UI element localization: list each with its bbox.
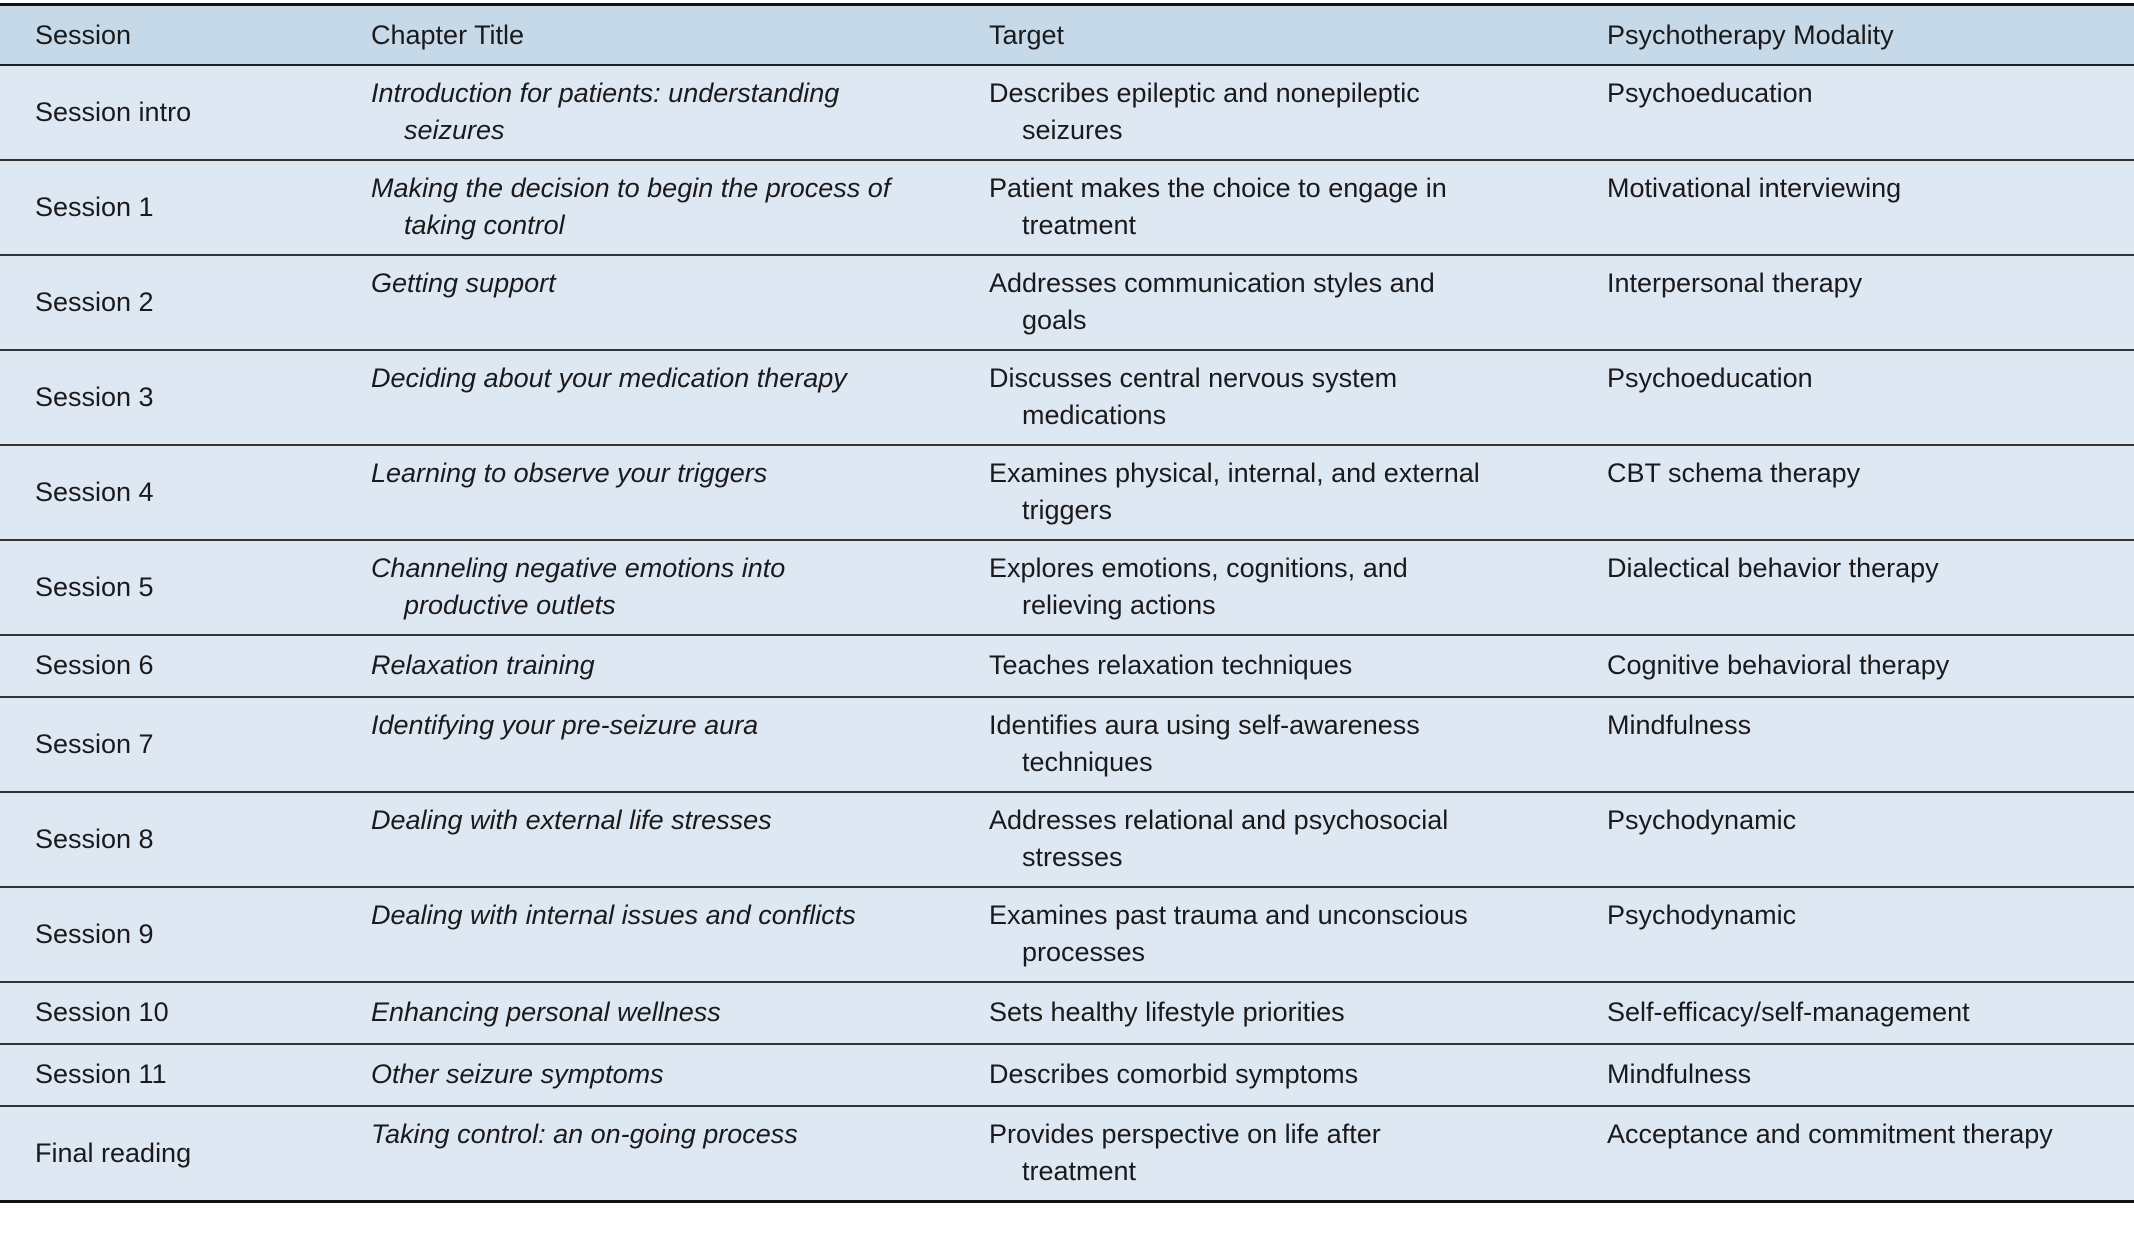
cell-session: Session 5 xyxy=(35,571,154,602)
cell-target xyxy=(954,887,1572,982)
cell-target-line: medications xyxy=(1022,400,1167,430)
table-row xyxy=(0,792,2134,887)
cell-session: Session intro xyxy=(35,96,192,127)
cell-target-line: Addresses communication styles and xyxy=(989,268,1435,298)
table-row xyxy=(0,65,2134,160)
table-row xyxy=(0,697,2134,792)
cell-target-line: Patient makes the choice to engage in xyxy=(989,173,1447,203)
cell-modality xyxy=(1572,635,2134,697)
table-body xyxy=(0,65,2134,1202)
cell-target xyxy=(954,350,1572,445)
cell-chapter-title xyxy=(336,65,954,160)
cell-modality xyxy=(1572,792,2134,887)
cell-chapter-title xyxy=(336,792,954,887)
cell-target xyxy=(954,445,1572,540)
table-row xyxy=(0,982,2134,1044)
cell-target-line: treatment xyxy=(1022,210,1137,240)
cell-target-line: stresses xyxy=(1022,842,1123,872)
cell-target xyxy=(954,982,1572,1044)
cell-chapter-title xyxy=(336,697,954,792)
cell-modality xyxy=(1572,982,2134,1044)
cell-modality xyxy=(1572,1106,2134,1202)
cell-modality-line: Acceptance and commitment therapy xyxy=(1607,1119,2053,1149)
cell-modality xyxy=(1572,887,2134,982)
cell-target-line: triggers xyxy=(1022,495,1113,525)
table-row xyxy=(0,160,2134,255)
table-row xyxy=(0,255,2134,350)
table-row xyxy=(0,540,2134,635)
header-target: Target xyxy=(989,19,1065,50)
cell-modality-line: Interpersonal therapy xyxy=(1607,268,1863,298)
cell-target xyxy=(954,255,1572,350)
cell-target-line: goals xyxy=(1022,305,1087,335)
cell-modality xyxy=(1572,697,2134,792)
cell-modality-line: Cognitive behavioral therapy xyxy=(1607,650,1950,680)
cell-modality-line: Dialectical behavior therapy xyxy=(1607,553,1939,583)
cell-target-line: Describes comorbid symptoms xyxy=(989,1059,1359,1089)
cell-target xyxy=(954,1044,1572,1106)
cell-chapter-title-line: Dealing with external life stresses xyxy=(371,805,772,835)
cell-session: Session 2 xyxy=(35,286,154,317)
cell-target-line: relieving actions xyxy=(1022,590,1216,620)
table-row xyxy=(0,445,2134,540)
cell-modality-line: Mindfulness xyxy=(1607,710,1752,740)
cell-target-line: processes xyxy=(1022,937,1146,967)
cell-chapter-title xyxy=(336,1106,954,1202)
cell-target-line: Addresses relational and psychosocial xyxy=(989,805,1449,835)
cell-target-line: Sets healthy lifestyle priorities xyxy=(989,997,1345,1027)
cell-modality-line: Psychodynamic xyxy=(1607,805,1797,835)
cell-chapter-title-line: Other seizure symptoms xyxy=(371,1059,664,1089)
cell-chapter-title xyxy=(336,350,954,445)
cell-modality-line: Psychodynamic xyxy=(1607,900,1797,930)
cell-target xyxy=(954,1106,1572,1202)
cell-target-line: seizures xyxy=(1022,115,1123,145)
cell-target-line: Teaches relaxation techniques xyxy=(989,650,1353,680)
cell-modality xyxy=(1572,350,2134,445)
table-row xyxy=(0,887,2134,982)
cell-session: Session 9 xyxy=(35,918,154,949)
cell-chapter-title xyxy=(336,635,954,697)
cell-modality xyxy=(1572,255,2134,350)
cell-chapter-title xyxy=(336,540,954,635)
cell-modality xyxy=(1572,445,2134,540)
cell-chapter-title-line: Relaxation training xyxy=(371,650,595,680)
cell-chapter-title-line: Taking control: an on-going process xyxy=(371,1119,798,1149)
table-row xyxy=(0,1044,2134,1106)
cell-chapter-title xyxy=(336,445,954,540)
cell-modality-line: Mindfulness xyxy=(1607,1059,1752,1089)
cell-modality-line: Psychoeducation xyxy=(1607,363,1813,393)
cell-chapter-title-line: Enhancing personal wellness xyxy=(371,997,721,1027)
cell-target-line: Examines physical, internal, and external xyxy=(989,458,1480,488)
cell-modality xyxy=(1572,160,2134,255)
cell-chapter-title-line: taking control xyxy=(404,210,565,240)
cell-modality-line: Psychoeducation xyxy=(1607,78,1813,108)
cell-chapter-title-line: Getting support xyxy=(371,268,556,298)
cell-session: Session 8 xyxy=(35,823,154,854)
cell-chapter-title xyxy=(336,160,954,255)
cell-modality xyxy=(1572,1044,2134,1106)
cell-target-line: Identifies aura using self-awareness xyxy=(989,710,1420,740)
cell-session: Session 3 xyxy=(35,381,154,412)
cell-modality-line: Self-efficacy/self-management xyxy=(1607,997,1970,1027)
cell-chapter-title xyxy=(336,255,954,350)
table-row xyxy=(0,635,2134,697)
cell-modality-line: Motivational interviewing xyxy=(1607,173,1902,203)
cell-chapter-title-line: productive outlets xyxy=(404,590,616,620)
cell-modality xyxy=(1572,540,2134,635)
cell-target xyxy=(954,635,1572,697)
table-row xyxy=(0,1106,2134,1202)
cell-chapter-title-line: Identifying your pre-seizure aura xyxy=(371,710,759,740)
cell-session: Session 10 xyxy=(35,997,169,1027)
cell-target xyxy=(954,160,1572,255)
cell-chapter-title-line: Channeling negative emotions into xyxy=(371,553,786,583)
cell-session: Session 4 xyxy=(35,476,154,507)
cell-session: Final reading xyxy=(35,1137,192,1168)
cell-chapter-title xyxy=(336,1044,954,1106)
cell-session: Session 11 xyxy=(35,1059,167,1089)
cell-target-line: treatment xyxy=(1022,1156,1137,1186)
header-row xyxy=(0,5,2134,66)
cell-chapter-title-line: Deciding about your medication therapy xyxy=(371,363,847,393)
header-chapter-title: Chapter Title xyxy=(371,19,525,50)
cell-session: Session 7 xyxy=(35,728,154,759)
cell-chapter-title-line: Making the decision to begin the process of xyxy=(371,173,891,203)
cell-target xyxy=(954,792,1572,887)
cell-target-line: techniques xyxy=(1022,747,1153,777)
table-row xyxy=(0,350,2134,445)
cell-target-line: Discusses central nervous system xyxy=(989,363,1398,393)
cell-modality xyxy=(1572,65,2134,160)
cell-target xyxy=(954,65,1572,160)
cell-chapter-title-line: Dealing with internal issues and conflicts xyxy=(371,900,856,930)
cell-session: Session 6 xyxy=(35,650,154,680)
cell-target-line: Examines past trauma and unconscious xyxy=(989,900,1468,930)
cell-chapter-title xyxy=(336,982,954,1044)
cell-target-line: Describes epileptic and nonepileptic xyxy=(989,78,1420,108)
cell-target xyxy=(954,540,1572,635)
cell-modality-line: CBT schema therapy xyxy=(1607,458,1861,488)
cell-chapter-title xyxy=(336,887,954,982)
cell-chapter-title-line: Learning to observe your triggers xyxy=(371,458,768,488)
sessions-table xyxy=(0,3,2134,1203)
cell-session: Session 1 xyxy=(35,191,154,222)
header-session: Session xyxy=(35,19,132,50)
cell-target-line: Provides perspective on life after xyxy=(989,1119,1381,1149)
header-modality: Psychotherapy Modality xyxy=(1607,19,1894,50)
cell-chapter-title-line: Introduction for patients: understanding xyxy=(371,78,840,108)
cell-chapter-title-line: seizures xyxy=(404,115,505,145)
cell-target-line: Explores emotions, cognitions, and xyxy=(989,553,1408,583)
cell-target xyxy=(954,697,1572,792)
